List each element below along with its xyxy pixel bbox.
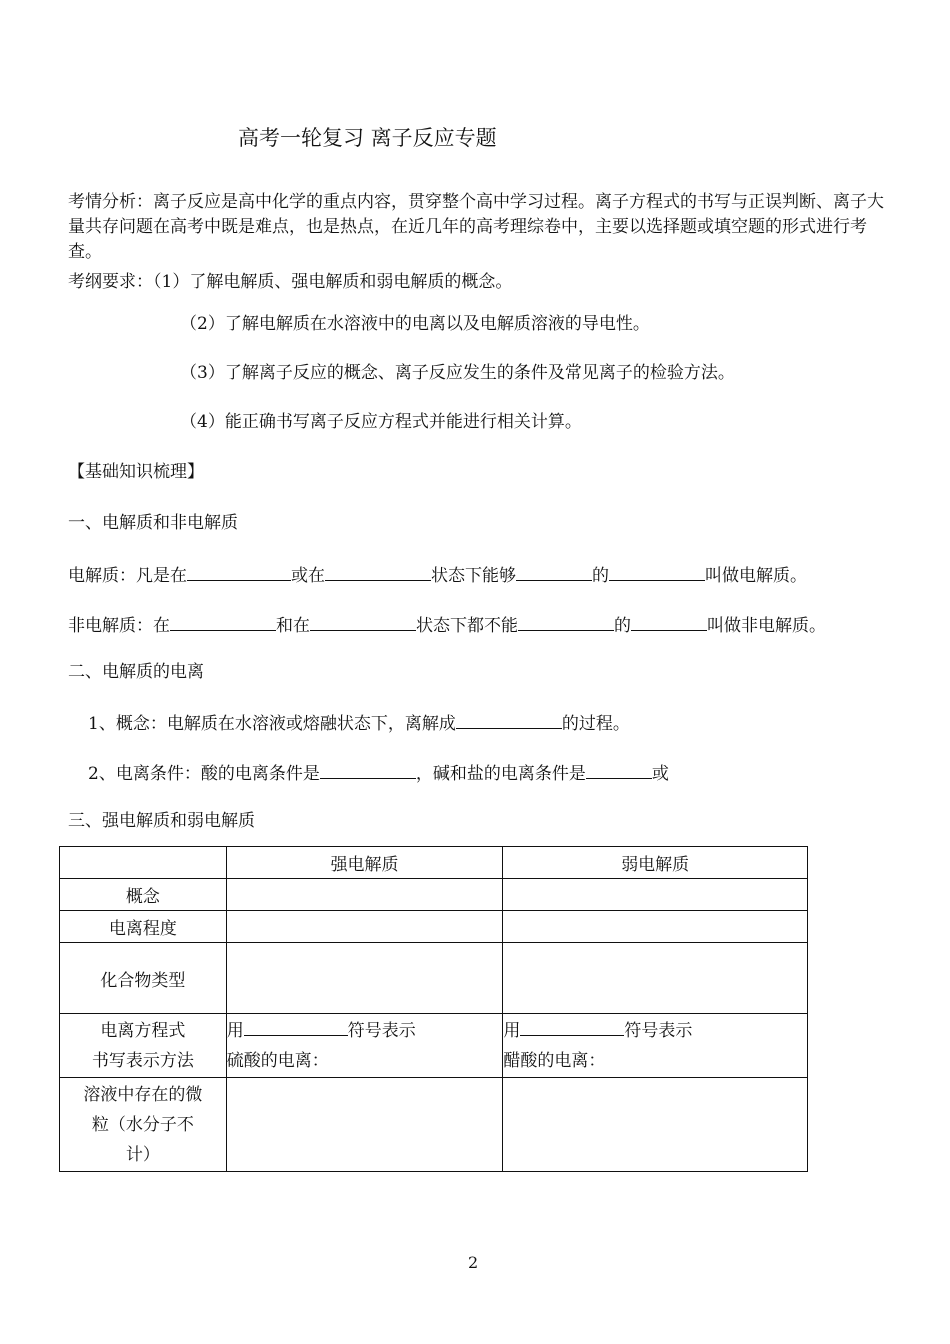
electrolyte-text-2: 或在 [291, 566, 325, 586]
table-cell[interactable] [226, 911, 503, 943]
concept-text-2: 的过程。 [561, 714, 630, 734]
page-number: 2 [468, 1253, 479, 1272]
row-label-particles-line1: 溶液中存在的微 [83, 1084, 203, 1105]
table-row-degree [60, 911, 808, 943]
page-title: 高考一轮复习 离子反应专题 [238, 126, 497, 150]
table-corner-cell [60, 847, 227, 879]
electrolyte-text-1: 电解质：凡是在 [68, 566, 187, 586]
electrolyte-text-3: 状态下能够 [431, 566, 516, 586]
row-label-equation [60, 1014, 227, 1078]
row-label-concept: 概念 [60, 879, 227, 911]
nonelectrolyte-text-3: 状态下都不能 [416, 616, 518, 636]
section3-heading: 三、强电解质和弱电解质 [68, 811, 255, 831]
nonelectrolyte-text-2: 和在 [276, 616, 310, 636]
table-row-particles [60, 1078, 808, 1172]
row-label-degree: 电离程度 [60, 911, 227, 943]
weak-equation-cell [503, 1014, 808, 1078]
ionization-concept [88, 710, 630, 735]
requirement-item-4: （4）能正确书写离子反应方程式并能进行相关计算。 [180, 412, 582, 432]
strong-symbol-line [227, 1016, 503, 1046]
header-strong-electrolyte: 强电解质 [226, 847, 503, 879]
table-cell[interactable] [226, 879, 503, 911]
fill-blank[interactable] [244, 1017, 348, 1036]
fill-blank[interactable] [325, 562, 431, 581]
basics-heading: 【基础知识梳理】 [68, 462, 204, 482]
nonelectrolyte-text-4: 的 [614, 616, 631, 636]
row-label-equation-line1: 电离方程式 [100, 1020, 186, 1041]
fill-blank[interactable] [187, 562, 291, 581]
section1-heading: 一、电解质和非电解质 [68, 513, 238, 533]
table-cell[interactable] [226, 1078, 503, 1172]
electrolyte-definition [68, 562, 807, 587]
row-label-particles-line2: 粒（水分子不 [91, 1114, 194, 1135]
row-label-particles [60, 1078, 227, 1172]
electrolyte-text-5: 叫做电解质。 [705, 566, 807, 586]
table-cell[interactable] [503, 911, 808, 943]
table-row-equation [60, 1014, 808, 1078]
fill-blank[interactable] [609, 562, 705, 581]
table-cell[interactable] [503, 1078, 808, 1172]
condition-text-3: 或 [651, 764, 669, 784]
row-label-particles-line3: 计） [125, 1144, 160, 1165]
table-cell[interactable] [226, 943, 503, 1014]
nonelectrolyte-definition [68, 612, 826, 637]
requirement-item-3: （3）了解离子反应的概念、离子反应发生的条件及常见离子的检验方法。 [180, 363, 735, 383]
electrolyte-text-4: 的 [592, 566, 609, 586]
fill-blank[interactable] [631, 612, 707, 631]
fill-blank[interactable] [516, 562, 592, 581]
table-row-concept [60, 879, 808, 911]
sulfuric-acid-ionization: 硫酸的电离： [226, 1050, 329, 1071]
fill-blank[interactable] [456, 710, 562, 729]
fill-blank[interactable] [520, 1017, 624, 1036]
fill-blank[interactable] [170, 612, 276, 631]
strong-use-text: 用 [226, 1020, 244, 1041]
fill-blank[interactable] [310, 612, 416, 631]
header-weak-electrolyte: 弱电解质 [503, 847, 808, 879]
concept-text-1: 1、概念：电解质在水溶液或熔融状态下，离解成 [88, 714, 456, 734]
table-cell[interactable] [503, 943, 808, 1014]
strong-symbol-text: 符号表示 [347, 1020, 416, 1041]
weak-symbol-text: 符号表示 [624, 1020, 693, 1041]
fill-blank[interactable] [518, 612, 614, 631]
nonelectrolyte-text-1: 非电解质：在 [68, 616, 170, 636]
nonelectrolyte-text-5: 叫做非电解质。 [707, 616, 826, 636]
ionization-condition [88, 760, 669, 785]
requirement-item-2: （2）了解电解质在水溶液中的电离以及电解质溶液的导电性。 [180, 314, 650, 334]
exam-analysis: 考情分析：离子反应是高中化学的重点内容，贯穿整个高中学习过程。离子方程式的书写与正误判断、离子大量共存问题在高考中既是难点，也是热点，在近几年的高考理综卷中，主要以选择题或填空题的形式进行考查。 [68, 192, 884, 262]
table-header-row [60, 847, 808, 879]
requirements-intro: 考纲要求：（1）了解电解质、强电解质和弱电解质的概念。 [68, 272, 513, 292]
weak-use-text: 用 [503, 1020, 521, 1041]
condition-text-1: 2、电离条件：酸的电离条件是 [88, 764, 320, 784]
row-label-compound-type: 化合物类型 [60, 943, 227, 1014]
fill-blank[interactable] [320, 760, 416, 779]
table-row-compound-type [60, 943, 808, 1014]
table-cell[interactable] [503, 879, 808, 911]
weak-symbol-line [503, 1016, 807, 1046]
condition-text-2: ，碱和盐的电离条件是 [415, 764, 586, 784]
strong-equation-cell [226, 1014, 503, 1078]
acetic-acid-ionization: 醋酸的电离： [503, 1050, 606, 1071]
section2-heading: 二、电解质的电离 [68, 662, 204, 682]
fill-blank[interactable] [586, 760, 652, 779]
row-label-equation-line2: 书写表示方法 [91, 1050, 194, 1071]
electrolyte-comparison-table [59, 846, 808, 1172]
